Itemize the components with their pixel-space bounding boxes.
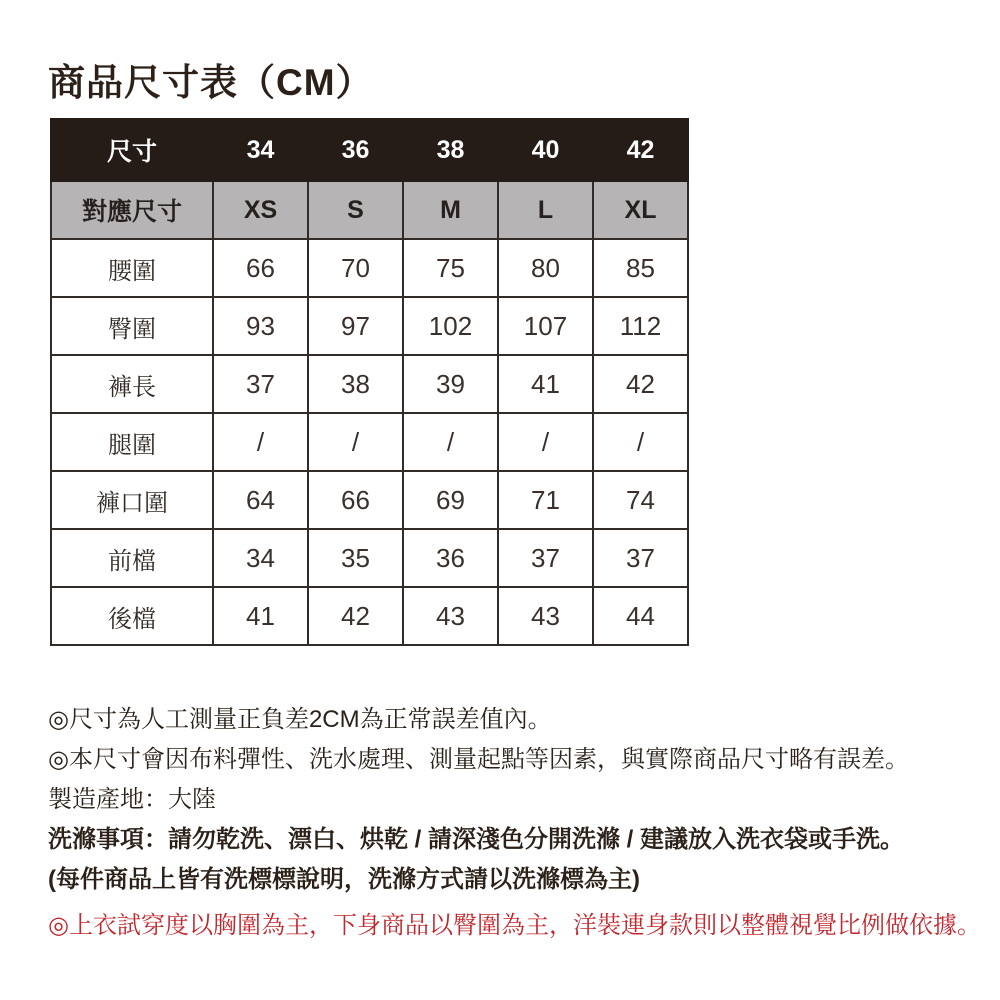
row-label: 褲口圍 [51, 471, 213, 529]
cell-value: / [403, 413, 498, 471]
note-washing-label: (每件商品上皆有洗標標說明，洗滌方式請以洗滌標為主) [48, 866, 640, 893]
cell-value: 37 [498, 529, 593, 587]
mapped-size-value: M [403, 181, 498, 239]
row-label: 褲長 [51, 355, 213, 413]
page-title: 商品尺寸表（CM） [48, 62, 374, 103]
mapped-size-value: XS [213, 181, 308, 239]
cell-value: 35 [308, 529, 403, 587]
cell-value: / [213, 413, 308, 471]
cell-value: 36 [403, 529, 498, 587]
cell-value: 42 [593, 355, 688, 413]
size-value: 34 [213, 119, 308, 181]
cell-value: 112 [593, 297, 688, 355]
cell-value: / [308, 413, 403, 471]
cell-value: 93 [213, 297, 308, 355]
cell-value: 66 [308, 471, 403, 529]
cell-value: 43 [403, 587, 498, 645]
note-origin: 製造產地：大陸 [48, 786, 216, 813]
cell-value: 41 [498, 355, 593, 413]
cell-value: 43 [498, 587, 593, 645]
table-row-mapped-size [51, 181, 688, 239]
mapped-size-row-label: 對應尺寸 [51, 181, 213, 239]
cell-value: 102 [403, 297, 498, 355]
cell-value: 71 [498, 471, 593, 529]
cell-value: 66 [213, 239, 308, 297]
cell-value: 41 [213, 587, 308, 645]
cell-value: 70 [308, 239, 403, 297]
notes-section [48, 700, 981, 946]
size-value: 38 [403, 119, 498, 181]
size-table [50, 118, 689, 646]
table-row-leg-opening [51, 471, 688, 529]
cell-value: 85 [593, 239, 688, 297]
note-measurement: ◎尺寸為人工測量正負差2CM為正常誤差值內。 [48, 706, 552, 733]
mapped-size-value: XL [593, 181, 688, 239]
cell-value: 107 [498, 297, 593, 355]
cell-value: 44 [593, 587, 688, 645]
table-row-hip [51, 297, 688, 355]
cell-value: 42 [308, 587, 403, 645]
cell-value: 75 [403, 239, 498, 297]
table-row-pants-length [51, 355, 688, 413]
cell-value: / [593, 413, 688, 471]
row-label: 前檔 [51, 529, 213, 587]
table-row-waist [51, 239, 688, 297]
cell-value: 64 [213, 471, 308, 529]
note-washing: 洗滌事項：請勿乾洗、漂白、烘乾 / 請深淺色分開洗滌 / 建議放入洗衣袋或手洗。 [48, 826, 905, 853]
size-value: 40 [498, 119, 593, 181]
row-label: 腰圍 [51, 239, 213, 297]
size-value: 42 [593, 119, 688, 181]
size-value: 36 [308, 119, 403, 181]
note-tolerance: ◎本尺寸會因布料彈性、洗水處理、測量起點等因素，與實際商品尺寸略有誤差。 [48, 746, 909, 773]
cell-value: 34 [213, 529, 308, 587]
table-row-back-rise [51, 587, 688, 645]
table-row-size [51, 119, 688, 181]
mapped-size-value: L [498, 181, 593, 239]
cell-value: / [498, 413, 593, 471]
mapped-size-value: S [308, 181, 403, 239]
cell-value: 37 [213, 355, 308, 413]
size-row-label: 尺寸 [51, 119, 213, 181]
cell-value: 97 [308, 297, 403, 355]
row-label: 臀圍 [51, 297, 213, 355]
table-row-thigh [51, 413, 688, 471]
cell-value: 74 [593, 471, 688, 529]
cell-value: 80 [498, 239, 593, 297]
row-label: 腿圍 [51, 413, 213, 471]
cell-value: 38 [308, 355, 403, 413]
note-fitting: ◎上衣試穿度以胸圍為主，下身商品以臀圍為主，洋裝連身款則以整體視覺比例做依據。 [48, 912, 981, 939]
table-row-front-rise [51, 529, 688, 587]
cell-value: 37 [593, 529, 688, 587]
cell-value: 39 [403, 355, 498, 413]
row-label: 後檔 [51, 587, 213, 645]
cell-value: 69 [403, 471, 498, 529]
